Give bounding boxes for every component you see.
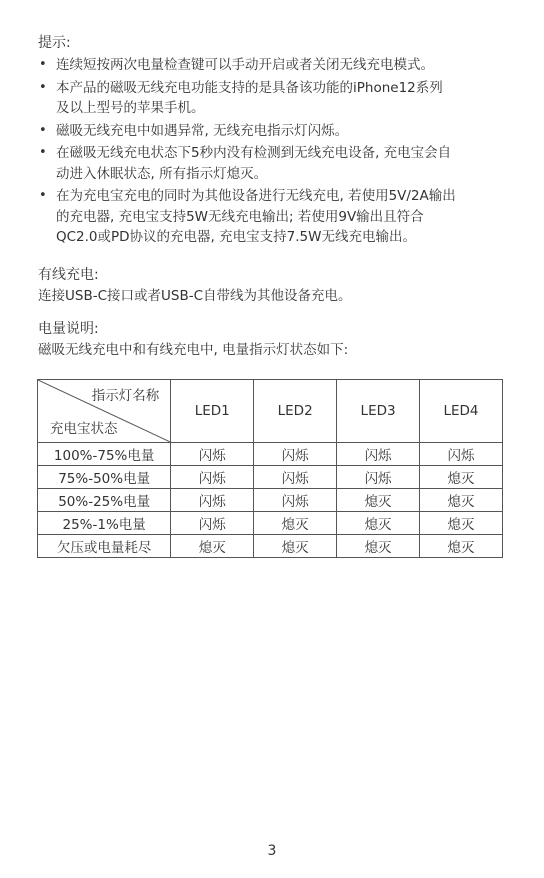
tip-line: 连续短按两次电量检查键可以手动开启或者关闭无线充电模式。	[56, 57, 434, 73]
table-cell: 闪烁	[254, 443, 337, 466]
table-corner-cell	[38, 380, 171, 443]
row-label: 100%-75%电量	[38, 443, 171, 466]
tip-line: 磁吸无线充电中如遇异常, 无线充电指示灯闪烁。	[56, 122, 349, 139]
table-cell: 闪烁	[254, 489, 337, 512]
table-cell: 熄灭	[337, 512, 420, 535]
table-row	[38, 466, 503, 489]
table-cell: 闪烁	[337, 443, 420, 466]
bullet-icon: •	[39, 145, 47, 160]
table-cell: 闪烁	[171, 512, 254, 535]
tip-item	[38, 78, 508, 119]
bullet-icon: •	[39, 188, 47, 203]
bullet-icon: •	[39, 57, 47, 72]
table-cell: 闪烁	[337, 466, 420, 489]
tips-heading: 提示:	[38, 35, 71, 51]
bullet-icon: •	[39, 79, 47, 95]
table-cell: 熄灭	[420, 512, 503, 535]
tip-item	[38, 186, 508, 248]
page-number: 3	[267, 843, 277, 859]
led2-header: LED2	[254, 380, 337, 443]
table-cell: 熄灭	[420, 466, 503, 489]
tip-item	[38, 55, 508, 76]
table-cell: 熄灭	[254, 535, 337, 558]
led-status-table	[37, 379, 503, 558]
table-row	[38, 535, 503, 558]
table-cell: 熄灭	[171, 535, 254, 558]
row-label: 75%-50%电量	[38, 466, 171, 489]
table-cell: 熄灭	[420, 489, 503, 512]
led3-header: LED3	[337, 380, 420, 443]
tip-line: 动进入休眠状态, 所有指示灯熄灭。	[56, 165, 268, 182]
table-cell: 熄灭	[337, 489, 420, 512]
led4-header: LED4	[420, 380, 503, 443]
tip-line: 在磁吸无线充电状态下5秒内没有检测到无线充电设备, 充电宝会自	[56, 145, 452, 161]
table-row	[38, 443, 503, 466]
table-cell: 闪烁	[171, 466, 254, 489]
table-cell: 闪烁	[171, 489, 254, 512]
tip-line: 的充电器, 充电宝支持5W无线充电输出; 若使用9V输出且符合	[56, 208, 424, 225]
battery-heading: 电量说明:	[38, 321, 99, 337]
tip-line: QC2.0或PD协议的充电器, 充电宝支持7.5W无线充电输出。	[56, 229, 416, 245]
row-label: 欠压或电量耗尽	[38, 535, 171, 558]
tips-list	[38, 55, 508, 250]
table-cell: 闪烁	[254, 466, 337, 489]
table-cell: 熄灭	[254, 512, 337, 535]
table-row	[38, 489, 503, 512]
battery-text: 磁吸无线充电中和有线充电中, 电量指示灯状态如下:	[38, 342, 349, 358]
tip-line: 在为充电宝充电的同时为其他设备进行无线充电, 若使用5V/2A输出	[56, 188, 456, 204]
table-cell: 熄灭	[337, 535, 420, 558]
tip-item	[38, 121, 508, 142]
tip-line: 及以上型号的苹果手机。	[56, 100, 205, 116]
row-label: 25%-1%电量	[38, 512, 171, 535]
state-header: 充电宝状态	[50, 421, 118, 437]
table-cell: 闪烁	[171, 443, 254, 466]
led1-header: LED1	[171, 380, 254, 443]
bullet-icon: •	[39, 122, 47, 138]
wired-text: 连接USB-C接口或者USB-C自带线为其他设备充电。	[38, 288, 352, 304]
table-cell: 闪烁	[420, 443, 503, 466]
tip-line: 本产品的磁吸无线充电功能支持的是具备该功能的iPhone12系列	[56, 79, 443, 96]
wired-heading: 有线充电:	[38, 267, 99, 283]
row-label: 50%-25%电量	[38, 489, 171, 512]
table-row	[38, 512, 503, 535]
tip-item	[38, 143, 508, 184]
table-cell: 熄灭	[420, 535, 503, 558]
led-name-header: 指示灯名称	[91, 388, 160, 404]
